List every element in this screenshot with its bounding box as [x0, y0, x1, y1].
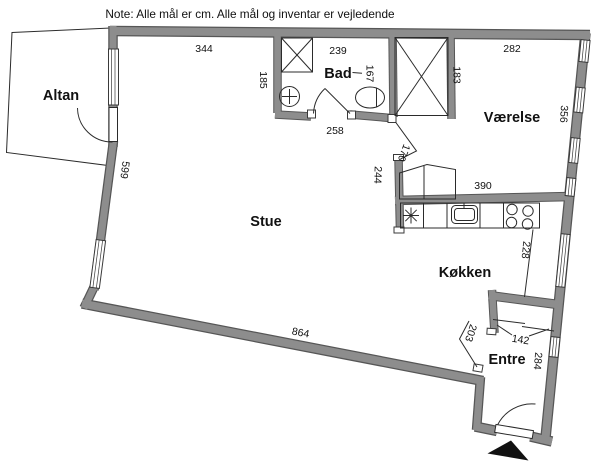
- window-vaerelse-1: [579, 40, 590, 63]
- dim-228: 228: [518, 240, 533, 260]
- wall-entre-bottom-left: [475, 427, 497, 432]
- dim-284: 284: [530, 351, 545, 371]
- window-entre: [549, 337, 560, 358]
- dim-344: 344: [195, 43, 213, 55]
- dim-244: 244: [371, 166, 384, 184]
- leader-142-right: [529, 329, 549, 336]
- room-label-stue: Stue: [250, 214, 282, 230]
- bath-sink-icon: [280, 87, 300, 107]
- toilet-icon: [356, 87, 385, 108]
- room-label-altan: Altan: [42, 88, 80, 104]
- kitchen-counter: [401, 203, 540, 228]
- bath-door: [314, 89, 351, 114]
- dim-390: 390: [474, 180, 492, 192]
- room-label-bad: Bad: [324, 66, 352, 82]
- entrance-arrow-icon: [488, 441, 529, 461]
- fridge-star-icon: [403, 208, 419, 224]
- fixtures: [280, 38, 555, 461]
- dim-170: 170: [394, 142, 413, 164]
- window-balcony: [109, 49, 119, 105]
- wall-bath-right: [393, 31, 394, 117]
- window-vaerelse-4: [565, 178, 576, 197]
- window-vaerelse-3: [569, 138, 580, 164]
- doors: [78, 89, 536, 439]
- hall-wardrobe-icon: [400, 165, 456, 200]
- balcony-door: [78, 108, 118, 143]
- room-label-koekken: Køkken: [438, 265, 492, 281]
- entre-closet-sliding-doors: [493, 320, 554, 332]
- dim-167: 167: [363, 64, 376, 83]
- dim-185: 185: [257, 71, 269, 89]
- wall-entre-closet-top: [489, 296, 558, 305]
- wall-entre-bottom-right: [531, 437, 553, 442]
- wall-bath-bottom-left: [275, 115, 311, 117]
- leader-167: [353, 73, 363, 74]
- leader-142-left: [497, 325, 512, 335]
- stove-icon: [506, 204, 533, 229]
- dim-239: 239: [329, 45, 347, 57]
- room-label-entre: Entre: [488, 352, 526, 368]
- dim-282: 282: [503, 43, 521, 55]
- wall-outlines: [82, 26, 590, 443]
- room-label-vaerelse: Værelse: [483, 110, 541, 126]
- dim-356: 356: [557, 104, 570, 124]
- window-vaerelse-2: [574, 87, 585, 113]
- dim-599: 599: [117, 160, 132, 180]
- entrance-door: [495, 404, 536, 439]
- shaft-closet-icon: [395, 38, 448, 116]
- dim-864: 864: [290, 325, 311, 341]
- window-koekken: [556, 234, 570, 288]
- wall-entre-left: [477, 377, 481, 430]
- shower-icon: [282, 38, 313, 72]
- leader-228: [525, 230, 534, 298]
- wall-top: [110, 31, 590, 35]
- dim-183: 183: [450, 66, 463, 84]
- plan-note: Note: Alle mål er cm. Alle mål og inventar er vejledende: [105, 7, 395, 21]
- walls: [82, 26, 590, 443]
- wall-bottom: [82, 304, 483, 382]
- kitchen-sink-icon: [452, 204, 478, 224]
- dim-142: 142: [510, 332, 531, 348]
- dim-258: 258: [326, 125, 344, 137]
- dim-203: 203: [462, 322, 479, 344]
- window-stue-left: [90, 240, 106, 289]
